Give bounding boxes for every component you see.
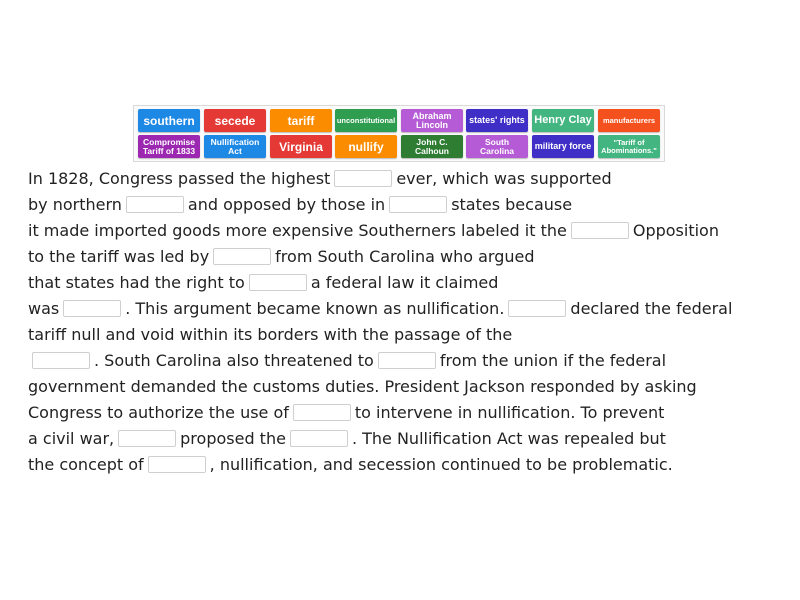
drop-blank-11[interactable] xyxy=(293,404,351,421)
passage-text: to the tariff was led by xyxy=(28,247,210,266)
word-chip-nullify[interactable]: nullify xyxy=(335,135,397,158)
drop-blank-4[interactable] xyxy=(571,222,629,239)
word-chip-unconstitutional[interactable]: unconstitutional xyxy=(335,109,397,132)
word-chip-nullification-act[interactable]: Nullification Act xyxy=(204,135,266,158)
word-chip-military-force[interactable]: military force xyxy=(532,135,594,158)
passage-text: . The Nullification Act was repealed but xyxy=(351,429,666,448)
passage-line-3 xyxy=(28,219,719,243)
passage-line-12 xyxy=(28,453,673,477)
passage-text: declared the federal xyxy=(570,299,733,318)
passage-text: a federal law it claimed xyxy=(310,273,499,292)
passage-line-9 xyxy=(28,375,697,399)
passage-text: by northern xyxy=(28,195,122,214)
passage-text: and opposed by those in xyxy=(187,195,386,214)
passage-line-7 xyxy=(28,323,512,347)
drop-blank-5[interactable] xyxy=(213,248,271,265)
word-chip-john-calhoun[interactable]: John C. Calhoun xyxy=(401,135,463,158)
drop-blank-10[interactable] xyxy=(378,352,436,369)
passage-line-11 xyxy=(28,427,666,451)
word-chip-virginia[interactable]: Virginia xyxy=(270,135,332,158)
drop-blank-1[interactable] xyxy=(334,170,392,187)
passage-text: to intervene in nullification. To prevent xyxy=(354,403,665,422)
drop-blank-12[interactable] xyxy=(118,430,176,447)
word-chip-tariff-of-abominations[interactable]: "Tariff of Abominations." xyxy=(598,135,660,158)
passage-text: was xyxy=(28,299,60,318)
word-chip-manufacturers[interactable]: manufacturers xyxy=(598,109,660,132)
drop-blank-13[interactable] xyxy=(290,430,348,447)
passage-line-1 xyxy=(28,167,612,191)
passage-text: ever, which was supported xyxy=(396,169,612,188)
word-chip-compromise-tariff[interactable]: Compromise Tariff of 1833 xyxy=(138,135,200,158)
passage-text: tariff null and void within its borders with the passage of the xyxy=(28,325,513,344)
drop-blank-7[interactable] xyxy=(63,300,121,317)
drop-blank-8[interactable] xyxy=(508,300,566,317)
passage-text: Congress to authorize the use of xyxy=(28,403,289,422)
passage-line-5 xyxy=(28,271,498,295)
passage-text: states because xyxy=(451,195,573,214)
word-chip-states-rights[interactable]: states' rights xyxy=(466,109,528,132)
word-chip-henry-clay[interactable]: Henry Clay xyxy=(532,109,594,132)
drop-blank-2[interactable] xyxy=(126,196,184,213)
passage-text: In 1828, Congress passed the highest xyxy=(28,169,331,188)
drop-blank-6[interactable] xyxy=(249,274,307,291)
passage-text: proposed the xyxy=(180,429,286,448)
word-chip-abraham-lincoln[interactable]: Abraham Lincoln xyxy=(401,109,463,132)
passage-text: that states had the right to xyxy=(28,273,245,292)
drop-blank-9[interactable] xyxy=(32,352,90,369)
passage-line-4 xyxy=(28,245,535,269)
drop-blank-3[interactable] xyxy=(389,196,447,213)
passage-line-8 xyxy=(28,349,666,373)
word-chip-secede[interactable]: secede xyxy=(204,109,266,132)
passage-text: Opposition xyxy=(632,221,719,240)
passage-text: a civil war, xyxy=(28,429,115,448)
passage-text: . South Carolina also threatened to xyxy=(94,351,374,370)
passage-line-2 xyxy=(28,193,572,217)
passage-line-6 xyxy=(28,297,732,321)
passage-text: it made imported goods more expensive Southerners labeled it the xyxy=(28,221,567,240)
word-chip-tariff[interactable]: tariff xyxy=(270,109,332,132)
passage-line-10 xyxy=(28,401,664,425)
word-chip-southern[interactable]: southern xyxy=(138,109,200,132)
passage-text: . This argument became known as nullification. xyxy=(125,299,505,318)
passage-text: government demanded the customs duties. President Jackson responded by asking xyxy=(28,377,697,396)
word-chip-south-carolina[interactable]: South Carolina xyxy=(466,135,528,158)
passage-text: from the union if the federal xyxy=(439,351,667,370)
word-bank xyxy=(133,105,665,162)
passage-text: the concept of xyxy=(28,455,144,474)
passage-text: from South Carolina who argued xyxy=(275,247,535,266)
drop-blank-14[interactable] xyxy=(148,456,206,473)
passage-text: , nullification, and secession continued to be problematic. xyxy=(209,455,673,474)
